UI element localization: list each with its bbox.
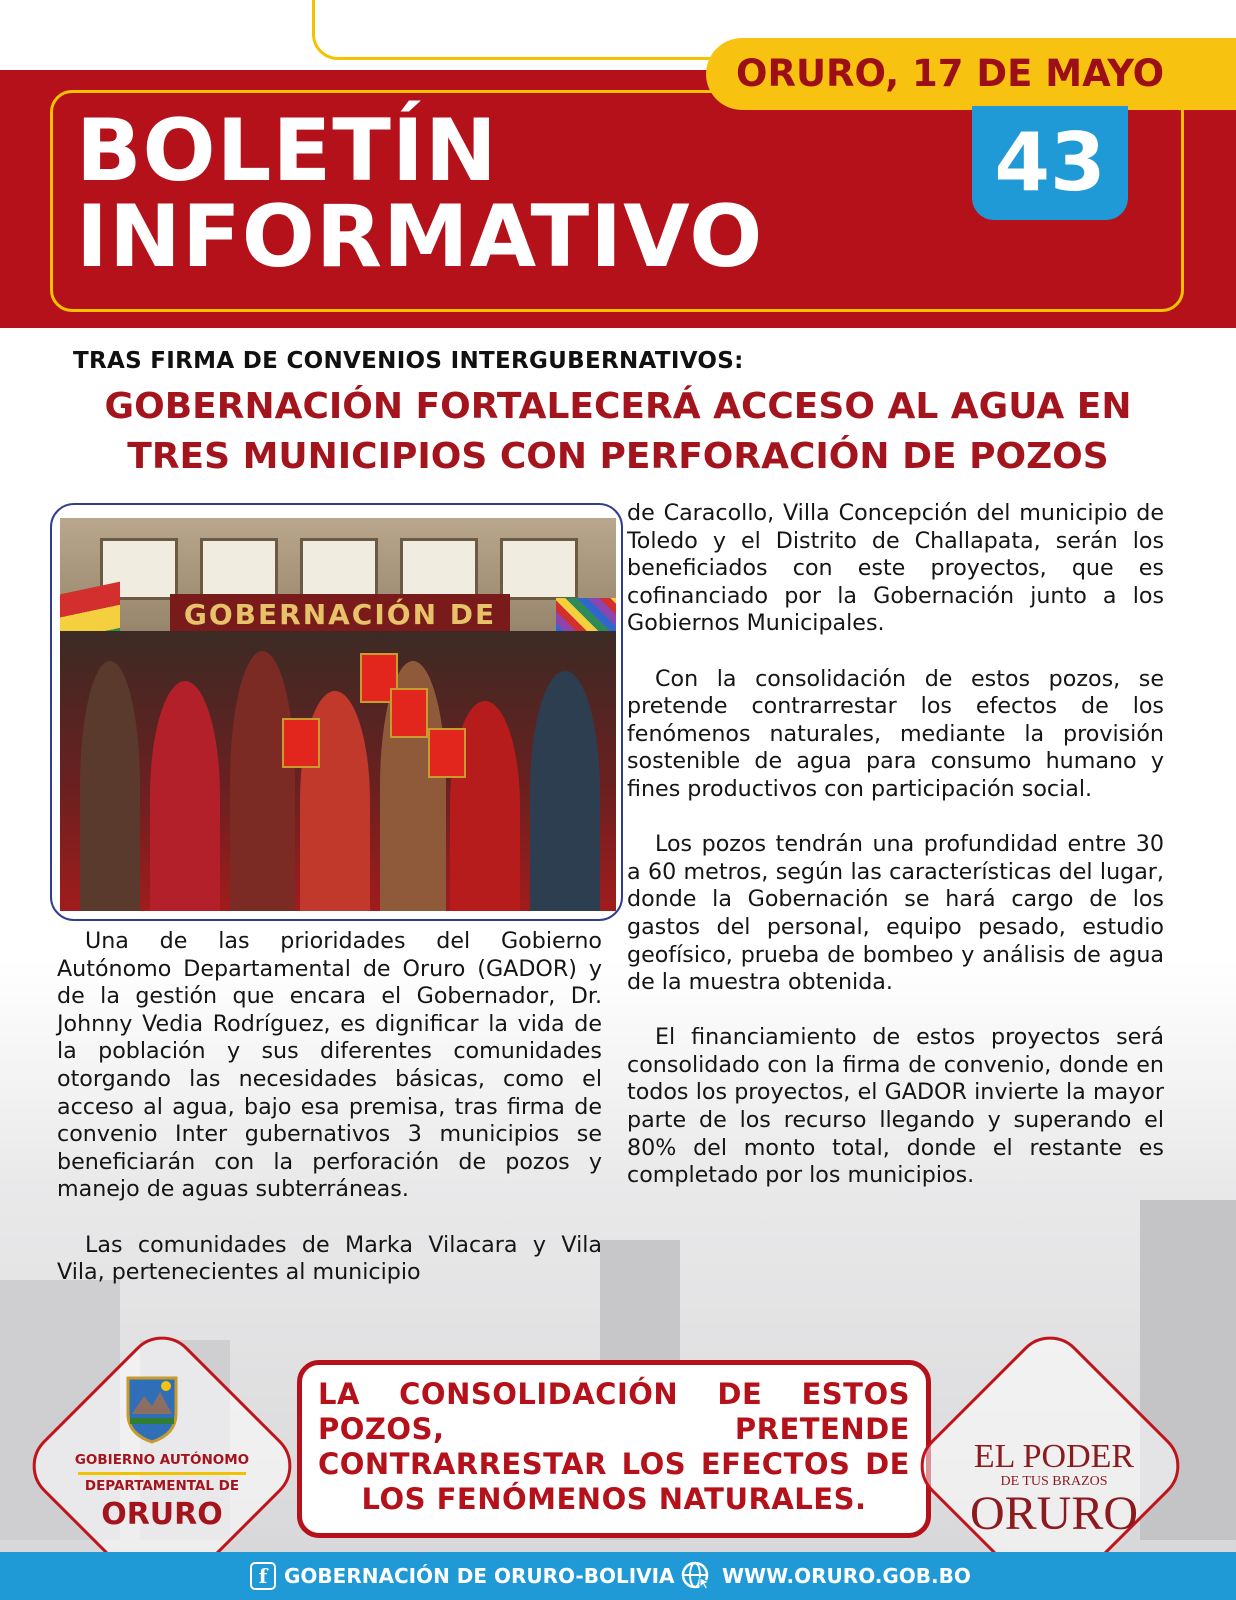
paragraph: Las comunidades de Marka Vilacara y Vila Vila, pertenecientes al municipio bbox=[57, 1231, 602, 1286]
title-line-2: INFORMATIVO bbox=[76, 187, 764, 287]
article-column-left bbox=[57, 928, 602, 1314]
paragraph: Los pozos tendrán una profundidad entre 30 a 60 metros, según las características del lugar, donde la Gobernación se hará cargo de los gastos del personal, equipo pesado, estudio geofísico, prueba de bombeo y análisis de agua de la muestra obtenida. bbox=[627, 831, 1164, 996]
logo-text-line-1: GOBIERNO AUTÓNOMO bbox=[74, 1452, 250, 1468]
title-line-1: BOLETÍN bbox=[76, 101, 498, 201]
article-photo bbox=[60, 518, 616, 911]
photo-building-sign: GOBERNACIÓN DE bbox=[170, 594, 510, 636]
logo-text-line-3: ORURO bbox=[101, 1497, 223, 1532]
date-badge: ORURO, 17 DE MAYO bbox=[706, 38, 1236, 110]
footer-bar bbox=[0, 1552, 1236, 1600]
headline-line-1: GOBERNACIÓN FORTALECERÁ ACCESO AL AGUA EN bbox=[104, 386, 1132, 427]
issue-number: 43 bbox=[972, 106, 1128, 220]
slogan-line-3: ORURO bbox=[969, 1487, 1139, 1540]
bulletin-title bbox=[76, 101, 764, 287]
facebook-link[interactable]: GOBERNACIÓN DE ORURO-BOLIVIA bbox=[284, 1564, 675, 1588]
paragraph: Una de las prioridades del Gobierno Autónomo Departamental de Oruro (GADOR) y de la gestión que encara el Gobernador, Dr. Johnny Vedia Rodríguez, es dignificar la vida de la población y sus diferentes comunidades otorgando las necesidades básicas, como el acceso al agua, bajo esa premisa, tras firma de convenio Inter gubernativos 3 municipios se beneficiarán con la perforación de pozos y manejo de aguas subterráneas. bbox=[57, 928, 602, 1203]
paragraph: Con la consolidación de estos pozos, se pretende contrarrestar los efectos de los fenómenos naturales, mediante la provisión sostenible de agua para consumo humano y fines productivos con participación social. bbox=[627, 665, 1164, 802]
logo-text-line-2: DEPARTAMENTAL DE bbox=[84, 1478, 240, 1494]
facebook-icon[interactable]: f bbox=[250, 1562, 276, 1590]
pull-quote: LA CONSOLIDACIÓN DE ESTOS POZOS, PRETENDE CONTRARRESTAR LOS EFECTOS DE LOS FENÓMENOS NATURALES. bbox=[297, 1360, 931, 1538]
website-link[interactable]: WWW.ORURO.GOB.BO bbox=[722, 1564, 971, 1588]
department-crest-icon bbox=[122, 1374, 182, 1444]
article-headline bbox=[60, 382, 1176, 482]
article-column-right bbox=[627, 500, 1164, 1217]
paragraph: El financiamiento de estos proyectos será consolidado con la firma de convenio, donde en todos los proyectos, el GADOR invierte la mayor parte de los recurso llegando y superando el 80% del monto total, donde el restante es completado por los municipios. bbox=[627, 1024, 1164, 1189]
headline-line-2: TRES MUNICIPIOS CON PERFORACIÓN DE POZOS bbox=[127, 436, 1109, 477]
globe-cursor-icon[interactable] bbox=[680, 1560, 712, 1592]
article-kicker: TRAS FIRMA DE CONVENIOS INTERGUBERNATIVOS: bbox=[73, 348, 744, 374]
slogan-line-1: EL PODER bbox=[973, 1438, 1135, 1475]
slogan-line-2: DE TUS BRAZOS bbox=[1000, 1474, 1108, 1489]
paragraph: de Caracollo, Villa Concepción del municipio de Toledo y el Distrito de Challapata, serán los beneficiados con este proyectos, que es cofinanciado por la Gobernación junto a los Gobiernos Municipales. bbox=[627, 500, 1164, 637]
logo-divider bbox=[78, 1472, 246, 1475]
